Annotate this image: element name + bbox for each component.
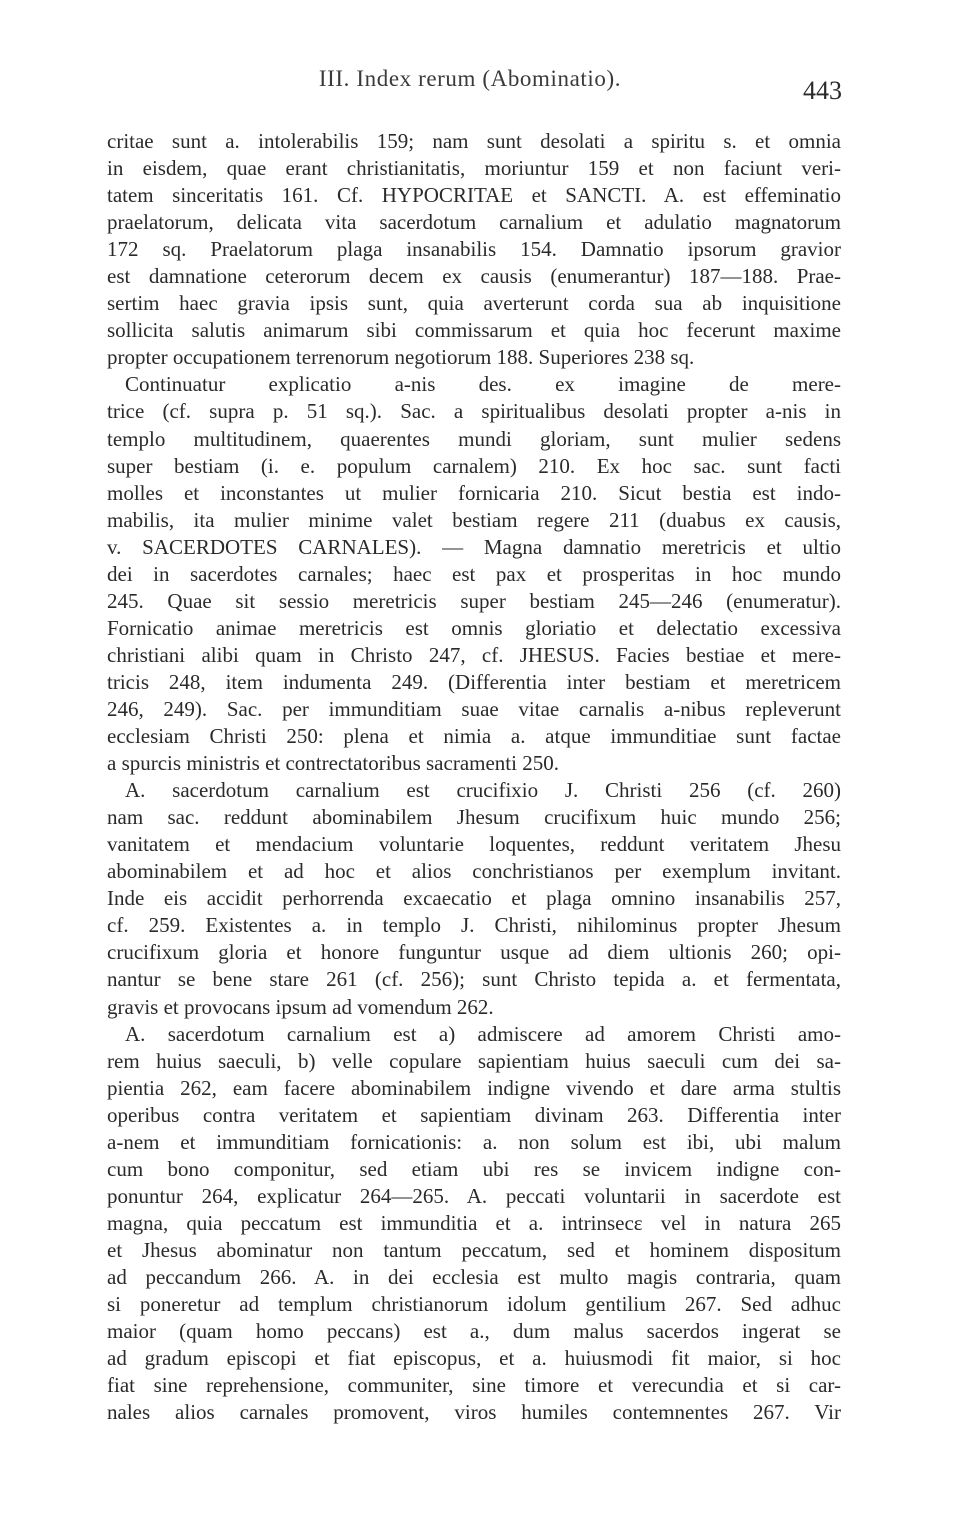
text-line: mabilis, ita mulier minime valet bestiam regere 211 (duabus ex causis,	[107, 507, 841, 532]
text-line: Fornicatio animae meretricis est omnis gloriatio et delectatio excessiva	[107, 615, 841, 640]
text-line: abominabilem et ad hoc et alios conchristianos per exemplum invitant.	[107, 859, 841, 884]
text-line: pientia 262, eam facere abominabilem indigne vivendo et dare arma stultis	[107, 1075, 841, 1100]
text-line: trice (cf. supra p. 51 sq.). Sac. a spiritualibus desolati propter a-nis in	[107, 399, 841, 424]
text-line: nantur se bene stare 261 (cf. 256); sunt Christo tepida a. et fermentata,	[107, 967, 841, 992]
text-line: maior (quam homo peccans) est a., dum malus sacerdos ingerat se	[107, 1319, 841, 1344]
text-line: ad peccandum 266. A. in dei ecclesia est multo magis contraria, quam	[107, 1264, 841, 1289]
text-line: sertim haec gravia ipsis sunt, quia averterunt corda sua ab inquisitione	[107, 291, 841, 316]
text-line: vanitatem et mendacium voluntarie loquentes, reddunt veritatem Jhesu	[107, 832, 841, 857]
text-line: Inde eis accidit perhorrenda excaecatio et plaga omnino insanabilis 257,	[107, 886, 841, 911]
text-line: a spurcis ministris et contrectatoribus sacramenti 250.	[107, 751, 559, 776]
text-line: nam sac. reddunt abominabilem Jhesum crucifixum huic mundo 256;	[107, 805, 841, 830]
text-line: molles et inconstantes ut mulier fornicaria 210. Sicut bestia est indo-	[107, 480, 841, 505]
text-line: cum bono componitur, sed etiam ubi res se invicem indigne con-	[107, 1156, 841, 1181]
text-line: fiat sine reprehensione, communiter, sine timore et verecundia et si car-	[107, 1373, 841, 1398]
text-line: in eisdem, quae erant christianitatis, moriuntur 159 et non faciunt veri-	[107, 156, 841, 181]
text-line: magna, quia peccatum est immunditia et a. intrinsecε vel in natura 265	[107, 1210, 841, 1235]
text-line: Continuatur explicatio a-nis des. ex imagine de mere-	[125, 372, 841, 397]
text-line: propter occupationem terrenorum negotiorum 188. Superiores 238 sq.	[107, 345, 695, 370]
text-line: 172 sq. Praelatorum plaga insanabilis 154. Damnatio ipsorum gravior	[107, 237, 841, 262]
text-line: templo multitudinem, quaerentes mundi gloriam, sunt mulier sedens	[107, 426, 841, 451]
text-line: gravis et provocans ipsum ad vomendum 262.	[107, 994, 494, 1019]
text-line: tatem sinceritatis 161. Cf. HYPOCRITAE et SANCTI. A. est effeminatio	[107, 183, 841, 208]
text-line: nales alios carnales promovent, viros humiles contemnentes 267. Vir	[107, 1400, 841, 1425]
text-line: christiani alibi quam in Christo 247, cf. JHESUS. Facies bestiae et mere-	[107, 642, 841, 667]
running-header-title: III. Index rerum (Abominatio).	[318, 66, 622, 91]
text-line: critae sunt a. intolerabilis 159; nam sunt desolati a spiritu s. et omnia	[107, 129, 841, 153]
text-line: 246, 249). Sac. per immunditiam suae vitae carnalis a-nibus repleverunt	[107, 696, 841, 721]
text-line: et Jhesus abominatur non tantum peccatum, sed et hominem dispositum	[107, 1237, 841, 1262]
text-line: super bestiam (i. e. populum carnalem) 210. Ex hoc sac. sunt facti	[107, 453, 841, 478]
text-line: est damnatione ceterorum decem ex causis (enumerantur) 187—188. Prae-	[107, 264, 841, 289]
text-line: rem huius saeculi, b) velle copulare sapientiam huius saeculi cum dei sa-	[107, 1048, 841, 1073]
text-line: praelatorum, delicata vita sacerdotum carnalium et adulatio magnatorum	[107, 210, 841, 235]
text-line: A. sacerdotum carnalium est a) admiscere ad amorem Christi amo-	[125, 1021, 841, 1046]
text-line: operibus contra veritatem et sapientiam divinam 263. Differentia inter	[107, 1102, 841, 1127]
page-number: 443	[803, 76, 842, 105]
text-line: 245. Quae sit sessio meretricis super bestiam 245—246 (enumeratur).	[107, 588, 841, 613]
text-line: v. SACERDOTES CARNALES). — Magna damnatio meretricis et ultio	[107, 534, 841, 559]
text-line: A. sacerdotum carnalium est crucifixio J. Christi 256 (cf. 260)	[125, 778, 841, 803]
text-line: tricis 248, item indumenta 249. (Differentia inter bestiam et meretricem	[107, 669, 841, 694]
text-line: dei in sacerdotes carnales; haec est pax et prosperitas in hoc mundo	[107, 561, 841, 586]
text-line: crucifixum gloria et honore funguntur usque ad diem ultionis 260; opi-	[107, 940, 841, 965]
text-line: ponuntur 264, explicatur 264—265. A. peccati voluntarii in sacerdote est	[107, 1183, 841, 1208]
text-line: ecclesiam Christi 250: plena et nimia a. atque immunditiae sunt factae	[107, 724, 841, 749]
text-line: a-nem et immunditiam fornicationis: a. non solum est ibi, ubi malum	[107, 1129, 841, 1154]
text-line: cf. 259. Existentes a. in templo J. Christi, nihilominus propter Jhesum	[107, 913, 841, 938]
text-line: sollicita salutis animarum sibi commissarum et quia hoc fecerunt maxime	[107, 318, 841, 343]
text-line: si poneretur ad templum christianorum idolum gentilium 267. Sed adhuc	[107, 1292, 841, 1317]
text-line: ad gradum episcopi et fiat episcopus, et a. huiusmodi fit maior, si hoc	[107, 1346, 841, 1371]
index-body-text	[107, 128, 841, 1426]
